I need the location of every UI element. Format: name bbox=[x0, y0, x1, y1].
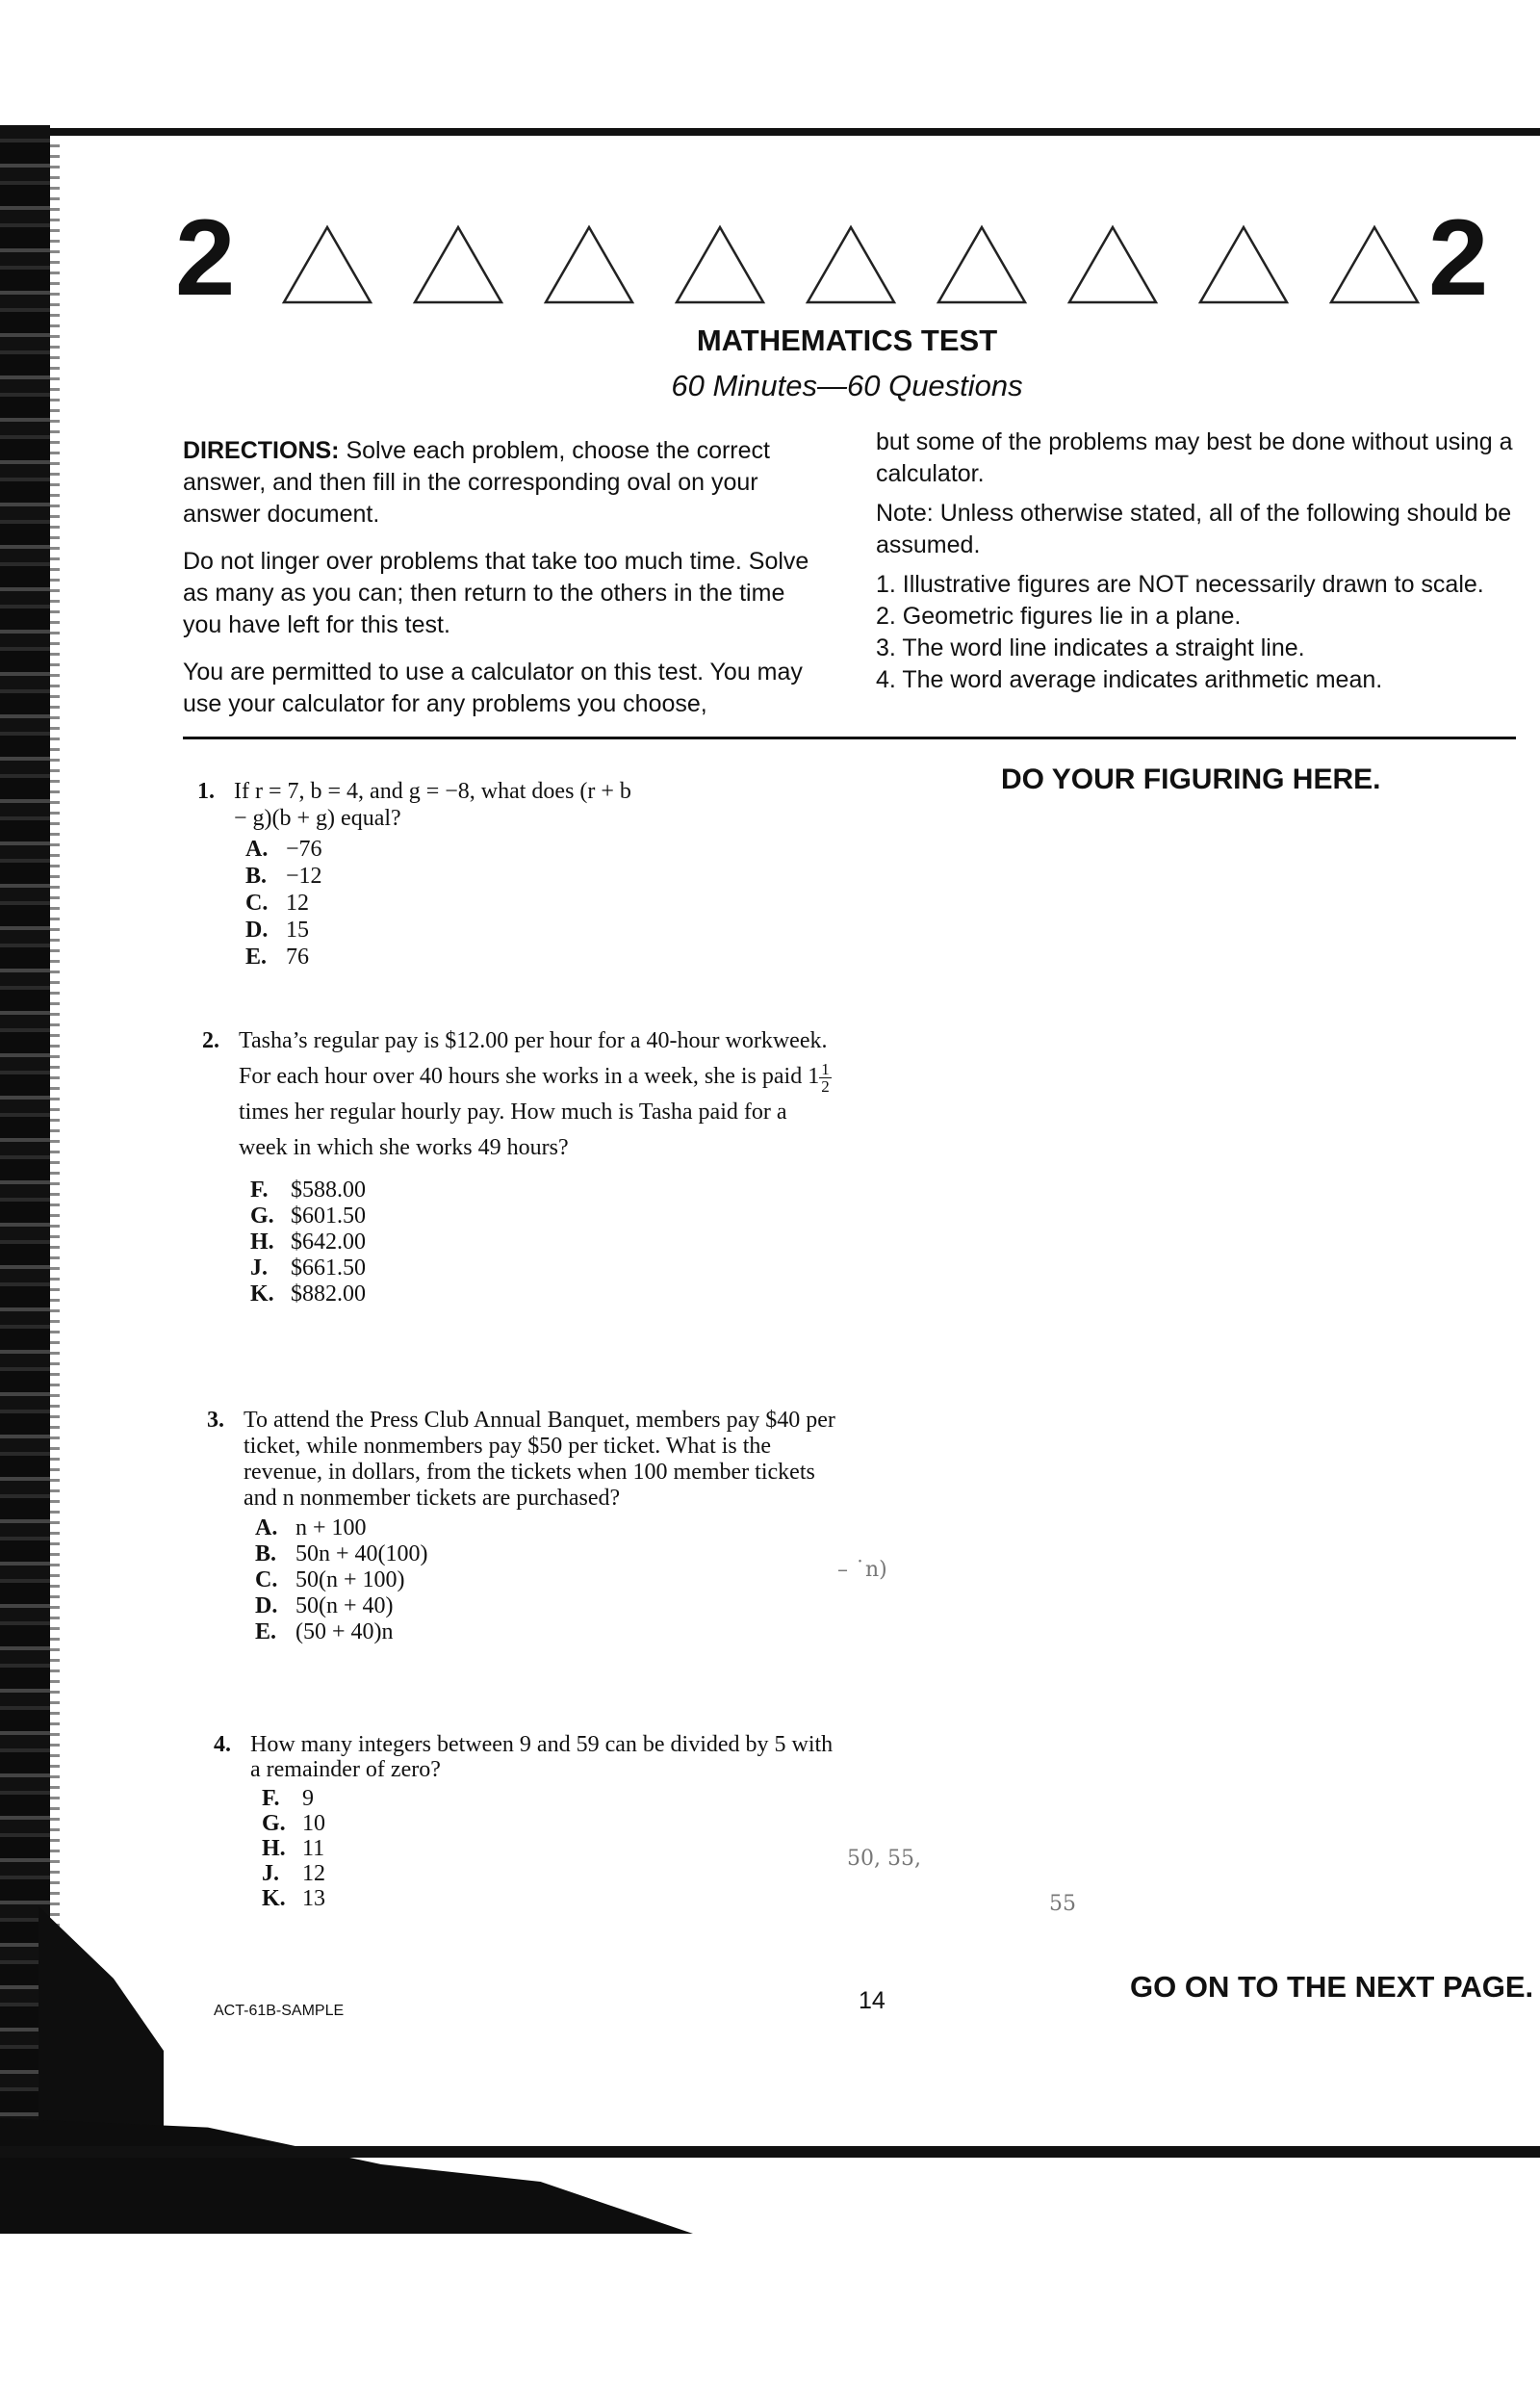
choice-text: $642.00 bbox=[291, 1229, 366, 1255]
directions-paragraph-3: You are permitted to use a calculator on this test. You may use your calculator for any problems you choose, bbox=[183, 659, 803, 717]
directions-paragraph-1 bbox=[183, 435, 818, 531]
fraction-one-half bbox=[819, 1061, 832, 1095]
answer-choice-h[interactable] bbox=[262, 1836, 844, 1861]
answer-choice-g[interactable] bbox=[250, 1203, 837, 1229]
scan-top-border bbox=[0, 128, 1540, 136]
answer-choice-e[interactable] bbox=[245, 944, 650, 971]
assumption-item: 2. Geometric figures lie in a plane. bbox=[876, 603, 1242, 630]
choice-text: (50 + 40)n bbox=[295, 1619, 394, 1644]
choice-label: G. bbox=[262, 1811, 286, 1836]
stem-part-2: times her regular hourly pay. How much is Tasha paid for a week in which she works 49 hours? bbox=[239, 1100, 787, 1160]
question-number: 3. bbox=[207, 1408, 224, 1433]
choice-text: 11 bbox=[302, 1836, 325, 1861]
section-divider bbox=[183, 737, 1516, 739]
assumption-item: 3. The word line indicates a straight line. bbox=[876, 634, 1305, 661]
question-number: 4. bbox=[214, 1732, 231, 1757]
triangle-icon bbox=[674, 224, 766, 305]
answer-choice-g[interactable] bbox=[262, 1811, 844, 1836]
choice-text: 12 bbox=[286, 891, 309, 916]
assumptions-list bbox=[876, 569, 1516, 696]
question-stem: To attend the Press Club Annual Banquet, members pay $40 per ticket, while nonmembers pay $50 per ticket. What is the revenue, in dollars, from the tickets when 100 member tickets and n nonmember tickets are purchased? bbox=[244, 1408, 835, 1511]
test-title: MATHEMATICS TEST bbox=[696, 324, 998, 357]
directions-label: DIRECTIONS: bbox=[183, 437, 340, 464]
answer-choices bbox=[255, 1515, 837, 1645]
answer-choice-j[interactable] bbox=[250, 1255, 837, 1281]
triangle-icon bbox=[1197, 224, 1290, 305]
triangle-icon bbox=[936, 224, 1028, 305]
page-number: 14 bbox=[859, 1987, 886, 2014]
choice-text: n + 100 bbox=[295, 1515, 367, 1540]
choice-label: H. bbox=[250, 1229, 274, 1255]
answer-choices bbox=[250, 1178, 837, 1307]
choice-label: K. bbox=[250, 1281, 274, 1307]
triangle-icon bbox=[281, 224, 373, 305]
choice-label: J. bbox=[262, 1861, 279, 1886]
question-3 bbox=[207, 1408, 837, 1645]
question-number: 2. bbox=[202, 1028, 219, 1053]
choice-text: 50(n + 100) bbox=[295, 1567, 405, 1592]
pencil-note-q4-second: 55 bbox=[1049, 1892, 1076, 1916]
figuring-area-label: DO YOUR FIGURING HERE. bbox=[1001, 763, 1381, 795]
choice-label: E. bbox=[255, 1619, 277, 1644]
choice-text: 50(n + 40) bbox=[295, 1593, 394, 1618]
choice-text: $661.50 bbox=[291, 1255, 366, 1281]
answer-choice-f[interactable] bbox=[250, 1178, 837, 1203]
choice-label: F. bbox=[250, 1178, 269, 1203]
choice-label: A. bbox=[255, 1515, 278, 1540]
answer-choice-c[interactable] bbox=[255, 1567, 837, 1593]
answer-choice-e[interactable] bbox=[255, 1619, 837, 1645]
form-code: ACT-61B-SAMPLE bbox=[214, 2003, 345, 2019]
pencil-note-q3: – ˙n) bbox=[837, 1558, 887, 1582]
choice-text: 10 bbox=[302, 1811, 325, 1836]
directions-right-column bbox=[876, 427, 1516, 696]
go-on-next-page-label: GO ON TO THE NEXT PAGE. bbox=[1130, 1970, 1534, 2004]
pencil-note-q4: 50, 55, bbox=[847, 1847, 921, 1871]
choice-label: E. bbox=[245, 945, 268, 970]
answer-choice-j[interactable] bbox=[262, 1861, 844, 1886]
question-1 bbox=[197, 778, 650, 971]
scan-bottom-border bbox=[0, 2146, 1540, 2158]
question-number: 1. bbox=[197, 779, 215, 804]
choice-label: H. bbox=[262, 1836, 286, 1861]
answer-choice-b[interactable] bbox=[245, 863, 650, 890]
answer-choice-k[interactable] bbox=[250, 1281, 837, 1307]
choice-text: −12 bbox=[286, 864, 322, 889]
choice-text: 15 bbox=[286, 918, 309, 943]
choice-label: J. bbox=[250, 1255, 268, 1281]
scan-left-shadow-fringe bbox=[50, 144, 60, 1974]
stem-part-1: Tasha’s regular pay is $12.00 per hour for a 40-hour workweek. For each hour over 40 hours she works in a week, she is paid 1 bbox=[239, 1028, 828, 1089]
answer-choice-b[interactable] bbox=[255, 1541, 837, 1567]
question-stem: How many integers between 9 and 59 can be divided by 5 with a remainder of zero? bbox=[250, 1732, 834, 1782]
assumption-item: 4. The word average indicates arithmetic mean. bbox=[876, 666, 1383, 693]
choice-text: 12 bbox=[302, 1861, 325, 1886]
choice-label: G. bbox=[250, 1203, 274, 1229]
answer-choice-f[interactable] bbox=[262, 1786, 844, 1811]
question-2 bbox=[202, 1023, 837, 1307]
directions-text-1: Solve each problem, choose the correct answer, and then fill in the corresponding oval on your answer document. bbox=[183, 437, 770, 528]
answer-choices bbox=[245, 836, 650, 971]
directions-note: Note: Unless otherwise stated, all of the following should be assumed. bbox=[876, 500, 1512, 558]
choice-label: D. bbox=[245, 918, 269, 943]
choice-text: $588.00 bbox=[291, 1178, 366, 1203]
question-stem bbox=[239, 1023, 837, 1166]
directions-paragraph-2: Do not linger over problems that take too much time. Solve as many as you can; then return to the others in the time you have left for this test. bbox=[183, 548, 809, 638]
choice-text: $882.00 bbox=[291, 1281, 366, 1307]
section-number-right: 2 bbox=[1428, 197, 1489, 318]
scan-left-shadow bbox=[0, 125, 50, 2186]
answer-choice-c[interactable] bbox=[245, 890, 650, 917]
answer-choice-a[interactable] bbox=[255, 1515, 837, 1541]
choice-label: K. bbox=[262, 1886, 286, 1911]
choice-text: −76 bbox=[286, 837, 322, 862]
choice-text: $601.50 bbox=[291, 1203, 366, 1229]
choice-label: F. bbox=[262, 1786, 280, 1811]
scan-corner-shadow bbox=[38, 1906, 164, 2147]
question-4 bbox=[214, 1732, 844, 1911]
section-number-left: 2 bbox=[175, 197, 236, 318]
answer-choice-h[interactable] bbox=[250, 1229, 837, 1255]
assumption-item: 1. Illustrative figures are NOT necessarily drawn to scale. bbox=[876, 571, 1484, 598]
question-stem: If r = 7, b = 4, and g = −8, what does (r + b − g)(b + g) equal? bbox=[234, 779, 631, 831]
choice-text: 9 bbox=[302, 1786, 314, 1811]
answer-choices bbox=[262, 1786, 844, 1911]
answer-choice-d[interactable] bbox=[255, 1593, 837, 1619]
choice-text: 50n + 40(100) bbox=[295, 1541, 428, 1566]
directions-paragraph-4: but some of the problems may best be done without using a calculator. bbox=[876, 428, 1513, 487]
answer-choice-d[interactable] bbox=[245, 917, 650, 944]
choice-label: C. bbox=[255, 1567, 278, 1592]
test-subtitle: 60 Minutes—60 Questions bbox=[671, 369, 1023, 402]
choice-label: A. bbox=[245, 837, 269, 862]
triangle-icon bbox=[1066, 224, 1159, 305]
triangle-icon bbox=[543, 224, 635, 305]
triangle-icon bbox=[1328, 224, 1421, 305]
choice-label: D. bbox=[255, 1593, 278, 1618]
choice-label: C. bbox=[245, 891, 269, 916]
directions-left-column bbox=[183, 435, 818, 736]
scan-bottom-shadow bbox=[0, 2118, 693, 2234]
triangle-icon bbox=[412, 224, 504, 305]
choice-label: B. bbox=[245, 864, 268, 889]
answer-choice-a[interactable] bbox=[245, 836, 650, 863]
fraction-numerator: 1 bbox=[821, 1059, 830, 1078]
choice-label: B. bbox=[255, 1541, 277, 1566]
triangle-icon bbox=[805, 224, 897, 305]
answer-choice-k[interactable] bbox=[262, 1886, 844, 1911]
choice-text: 13 bbox=[302, 1886, 325, 1911]
fraction-denominator: 2 bbox=[821, 1076, 830, 1096]
choice-text: 76 bbox=[286, 945, 309, 970]
